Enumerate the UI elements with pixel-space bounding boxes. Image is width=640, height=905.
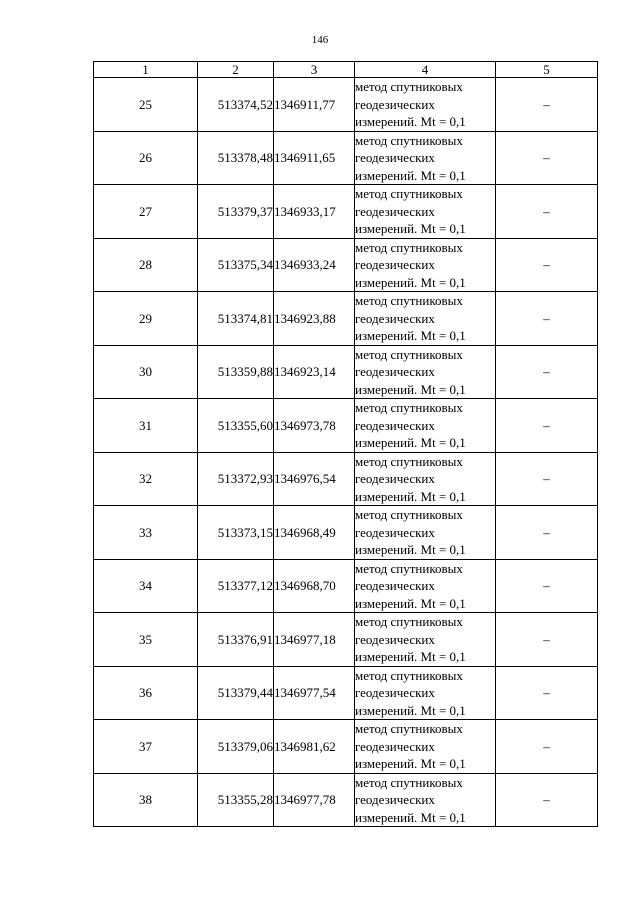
note-cell: – [496, 613, 598, 667]
note-cell: – [496, 559, 598, 613]
note-cell: – [496, 292, 598, 346]
y-coordinate-cell: 1346933,24 [274, 238, 355, 292]
column-header-3: 3 [274, 62, 355, 78]
coordinates-table [93, 61, 598, 827]
x-coordinate-cell: 513355,60 [198, 399, 274, 453]
method-cell: метод спутниковых геодезических измерений. Mt = 0,1 [355, 292, 496, 346]
table-header-row [94, 62, 598, 78]
table-row [94, 559, 598, 613]
point-number-cell: 31 [94, 399, 198, 453]
x-coordinate-cell: 513359,88 [198, 345, 274, 399]
point-number-cell: 26 [94, 131, 198, 185]
point-number-cell: 33 [94, 506, 198, 560]
x-coordinate-cell: 513376,91 [198, 613, 274, 667]
column-header-2: 2 [198, 62, 274, 78]
column-header-1: 1 [94, 62, 198, 78]
point-number-cell: 37 [94, 720, 198, 774]
table-row [94, 399, 598, 453]
point-number-cell: 25 [94, 78, 198, 132]
x-coordinate-cell: 513355,28 [198, 773, 274, 827]
note-cell: – [496, 452, 598, 506]
note-cell: – [496, 185, 598, 239]
method-cell: метод спутниковых геодезических измерений. Mt = 0,1 [355, 345, 496, 399]
x-coordinate-cell: 513374,52 [198, 78, 274, 132]
table-body [94, 78, 598, 827]
note-cell: – [496, 345, 598, 399]
y-coordinate-cell: 1346976,54 [274, 452, 355, 506]
table-row [94, 185, 598, 239]
point-number-cell: 35 [94, 613, 198, 667]
table-row [94, 78, 598, 132]
method-cell: метод спутниковых геодезических измерений. Mt = 0,1 [355, 773, 496, 827]
x-coordinate-cell: 513379,44 [198, 666, 274, 720]
method-cell: метод спутниковых геодезических измерений. Mt = 0,1 [355, 78, 496, 132]
point-number-cell: 28 [94, 238, 198, 292]
x-coordinate-cell: 513373,15 [198, 506, 274, 560]
point-number-cell: 32 [94, 452, 198, 506]
x-coordinate-cell: 513378,48 [198, 131, 274, 185]
x-coordinate-cell: 513375,34 [198, 238, 274, 292]
note-cell: – [496, 238, 598, 292]
note-cell: – [496, 773, 598, 827]
method-cell: метод спутниковых геодезических измерений. Mt = 0,1 [355, 238, 496, 292]
point-number-cell: 34 [94, 559, 198, 613]
point-number-cell: 36 [94, 666, 198, 720]
y-coordinate-cell: 1346977,54 [274, 666, 355, 720]
note-cell: – [496, 666, 598, 720]
column-header-5: 5 [496, 62, 598, 78]
table-row [94, 238, 598, 292]
method-cell: метод спутниковых геодезических измерений. Mt = 0,1 [355, 185, 496, 239]
y-coordinate-cell: 1346981,62 [274, 720, 355, 774]
column-header-4: 4 [355, 62, 496, 78]
table-row [94, 613, 598, 667]
note-cell: – [496, 399, 598, 453]
table-row [94, 345, 598, 399]
y-coordinate-cell: 1346977,78 [274, 773, 355, 827]
table-row [94, 452, 598, 506]
table-row [94, 292, 598, 346]
method-cell: метод спутниковых геодезических измерений. Mt = 0,1 [355, 399, 496, 453]
page-number: 146 [311, 34, 329, 46]
table-row [94, 506, 598, 560]
x-coordinate-cell: 513377,12 [198, 559, 274, 613]
point-number-cell: 38 [94, 773, 198, 827]
method-cell: метод спутниковых геодезических измерений. Mt = 0,1 [355, 613, 496, 667]
point-number-cell: 27 [94, 185, 198, 239]
method-cell: метод спутниковых геодезических измерений. Mt = 0,1 [355, 559, 496, 613]
table-row [94, 131, 598, 185]
note-cell: – [496, 131, 598, 185]
method-cell: метод спутниковых геодезических измерений. Mt = 0,1 [355, 131, 496, 185]
method-cell: метод спутниковых геодезических измерений. Mt = 0,1 [355, 452, 496, 506]
y-coordinate-cell: 1346968,70 [274, 559, 355, 613]
point-number-cell: 30 [94, 345, 198, 399]
note-cell: – [496, 78, 598, 132]
method-cell: метод спутниковых геодезических измерений. Mt = 0,1 [355, 506, 496, 560]
x-coordinate-cell: 513379,06 [198, 720, 274, 774]
y-coordinate-cell: 1346911,65 [274, 131, 355, 185]
method-cell: метод спутниковых геодезических измерений. Mt = 0,1 [355, 666, 496, 720]
table-row [94, 666, 598, 720]
x-coordinate-cell: 513379,37 [198, 185, 274, 239]
y-coordinate-cell: 1346977,18 [274, 613, 355, 667]
x-coordinate-cell: 513374,81 [198, 292, 274, 346]
method-cell: метод спутниковых геодезических измерений. Mt = 0,1 [355, 720, 496, 774]
y-coordinate-cell: 1346923,14 [274, 345, 355, 399]
table-row [94, 773, 598, 827]
y-coordinate-cell: 1346923,88 [274, 292, 355, 346]
note-cell: – [496, 720, 598, 774]
x-coordinate-cell: 513372,93 [198, 452, 274, 506]
y-coordinate-cell: 1346933,17 [274, 185, 355, 239]
y-coordinate-cell: 1346911,77 [274, 78, 355, 132]
point-number-cell: 29 [94, 292, 198, 346]
table-row [94, 720, 598, 774]
y-coordinate-cell: 1346973,78 [274, 399, 355, 453]
y-coordinate-cell: 1346968,49 [274, 506, 355, 560]
note-cell: – [496, 506, 598, 560]
